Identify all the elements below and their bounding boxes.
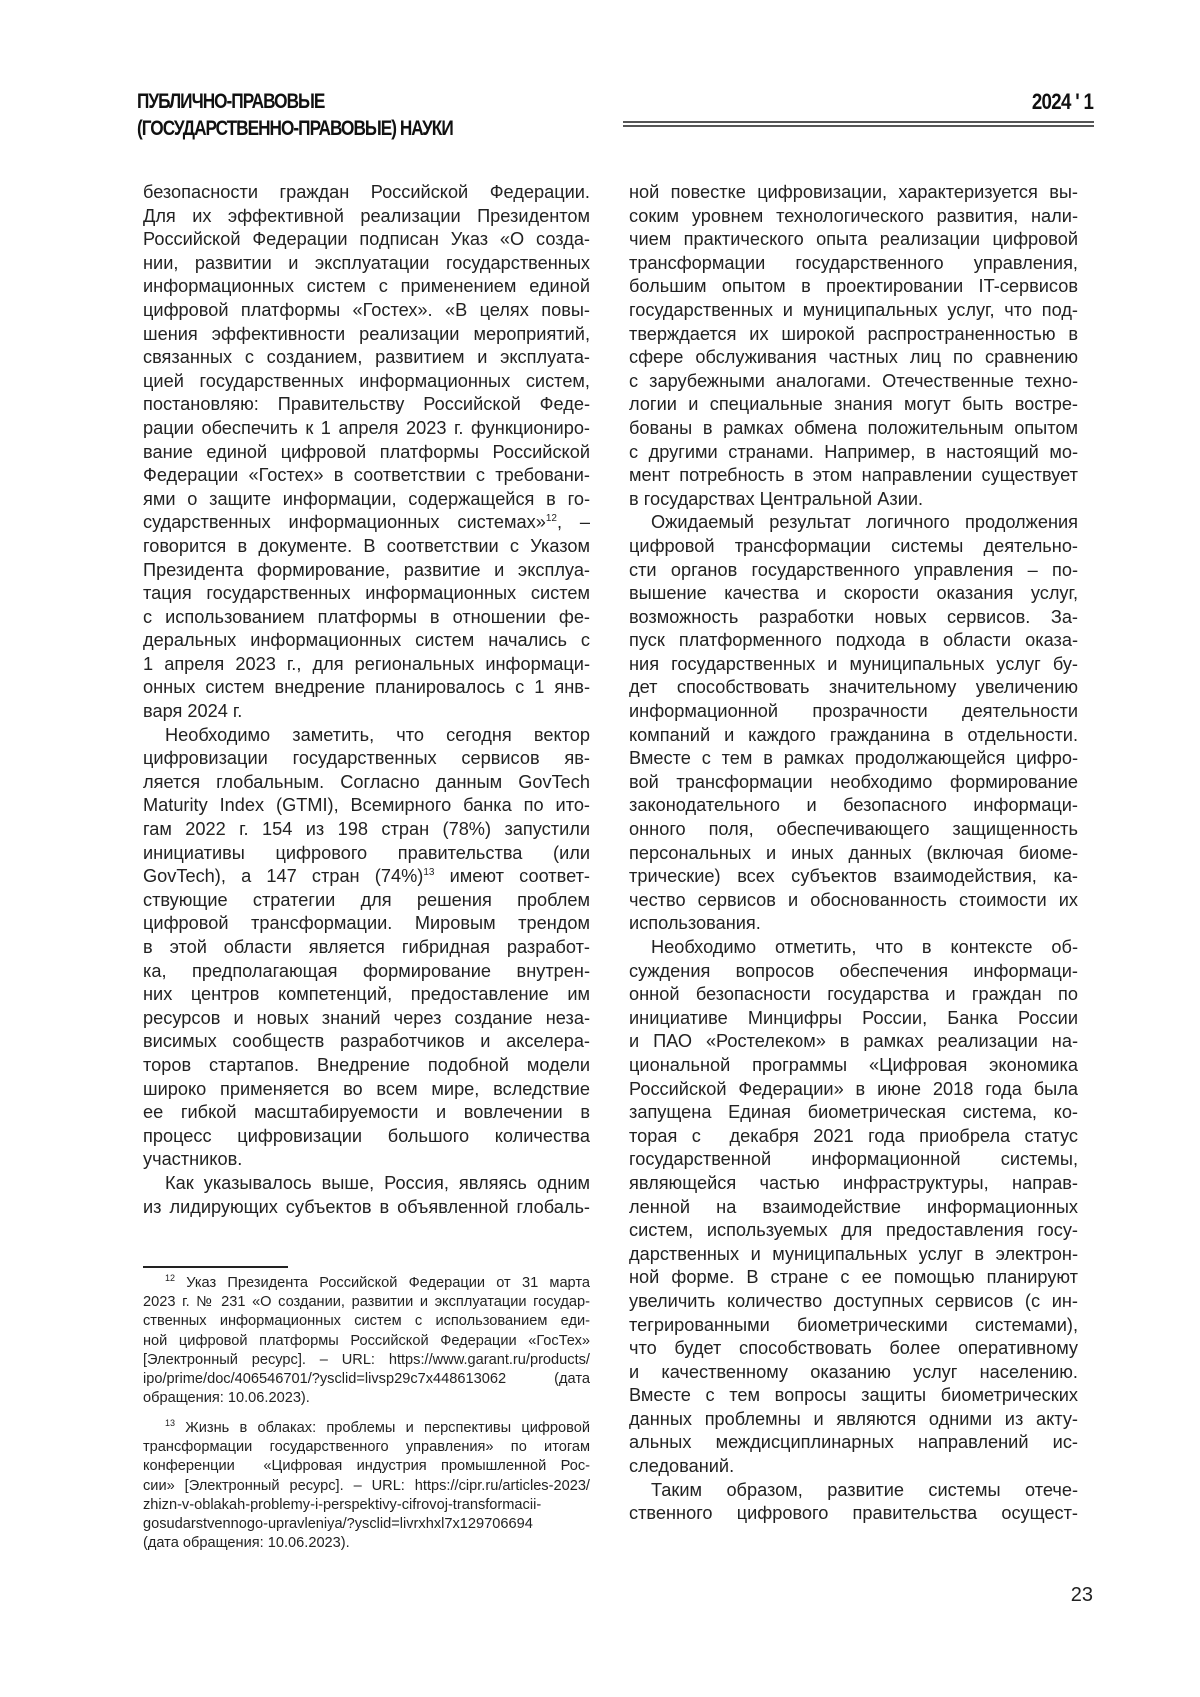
text-line: торая с декабря 2021 года приобрела статус [629, 1125, 1078, 1146]
text-line: Вместе с тем вопросы защиты биометрических [629, 1385, 1078, 1406]
text-line: увеличить количество доступных сервисов (с ин- [629, 1290, 1078, 1311]
text-line: Для их эффективной реализации Президентом [143, 205, 590, 226]
text-line: варя 2024 г. [143, 701, 243, 722]
text-line: участников. [143, 1149, 243, 1170]
text-line: вышение качества и скорости оказания услуг, [629, 583, 1078, 604]
footnote-line: zhizn-v-oblakah-problemy-i-perspektivy-cifrovoj-transformacii- [143, 1496, 542, 1513]
footnote-line: обращения: 10.06.2023). [143, 1390, 310, 1407]
text-line: логии и специальные знания могут быть востре- [629, 394, 1078, 415]
text-line: Российской Федерации подписан Указ «О созда- [143, 229, 590, 250]
text-line: с зарубежными аналогами. Отечественные техно- [629, 370, 1078, 391]
text-line: Как указывалось выше, Россия, являясь одним [165, 1172, 590, 1193]
text-line: связанных с созданием, развитием и эксплуата- [143, 347, 590, 368]
text-line: в этой области является гибридная разработ- [143, 937, 590, 957]
text-line: тация государственных информационных систем [143, 583, 590, 604]
text-line: Необходимо заметить, что сегодня вектор [165, 724, 590, 745]
text-line-with-footnote [143, 865, 590, 889]
text-fragment: , – [556, 512, 590, 533]
text-line: информационных систем с применением единой [143, 276, 590, 297]
footnote-line: ственных информационных систем с использованием еди- [143, 1313, 590, 1330]
text-line: сти органов государственного управления – по- [629, 559, 1078, 580]
text-line: цифровой трансформации. Мировым трендом [143, 913, 590, 934]
text-line: альных междисциплинарных направлений ис- [629, 1432, 1078, 1453]
text-line: ями о защите информации, содержащейся в го- [143, 488, 590, 509]
left-column [143, 181, 590, 1219]
text-line: шения эффективности реализации мероприятий, [143, 323, 590, 344]
footnote-line: [Электронный ресурс]. – URL: https://www.garant.ru/products/ [143, 1351, 590, 1368]
footnote-line: трансформации государственного управления» по итогам [143, 1439, 590, 1456]
text-line: инициативе Минцифры России, Банка России [629, 1007, 1078, 1028]
text-line: ния государственных и муниципальных услуг бу- [629, 653, 1078, 674]
text-line: являющейся частью инфраструктуры, направ- [629, 1172, 1078, 1193]
text-line: использования. [629, 913, 761, 934]
text-line: суждения вопросов обеспечения информаци- [629, 960, 1078, 981]
text-line: широко применяется во всем мире, вследствие [143, 1078, 590, 1099]
footnote-text: Жизнь в облаках: проблемы и перспективы цифровой [175, 1420, 590, 1436]
text-line: в государствах Центральной Азии. [629, 488, 924, 509]
text-line: персональных и иных данных (включая биоме- [629, 842, 1078, 863]
text-line: циональной программы «Цифровая экономика [629, 1054, 1078, 1075]
text-line: онного поля, обеспечивающего защищенность [629, 819, 1078, 840]
text-line: тегрированными биометрическими системами), [629, 1314, 1078, 1335]
header-rule-bottom [623, 125, 1094, 127]
footnote-line: конференции «Цифровая индустрия промышленной Рос- [143, 1458, 590, 1475]
footnote-line [143, 1274, 590, 1293]
text-line: тверждается их широкой распространенностью в [629, 323, 1078, 344]
text-line: и ПАО «Ростелеком» в рамках реализации на- [629, 1031, 1078, 1052]
text-line: цией государственных информационных систем, [143, 370, 590, 391]
text-line: ка, предполагающая формирование внутрен- [143, 960, 590, 981]
text-line: онной безопасности государства и граждан по [629, 984, 1078, 1005]
header-rule-top [623, 121, 1094, 123]
text-line: из лидирующих субъектов в объявленной глобаль- [143, 1196, 590, 1217]
text-line: цифровизации государственных сервисов яв- [143, 748, 590, 769]
text-line: процесс цифровизации большого количества [143, 1125, 590, 1146]
text-line: цифровой платформы «Гостех». «В целях повы- [143, 299, 590, 320]
footnote-line: ipo/prime/doc/406546701/?ysclid=livsp29c7x448613062 (дата [143, 1370, 590, 1387]
text-fragment: имеют соответ- [434, 866, 590, 887]
text-line: компаний и каждого гражданина в отдельности. [629, 724, 1078, 745]
text-line: Ожидаемый результат логичного продолжения [651, 512, 1078, 533]
text-line: и качественному оказанию услуг населению. [629, 1361, 1078, 1382]
footnote-ref-13[interactable]: 13 [423, 867, 435, 879]
text-line: постановляю: Правительству Российской Феде- [143, 394, 590, 415]
footnote-line: gosudarstvennogo-upravleniya/?ysclid=livrxhxl7x129706694 [143, 1515, 533, 1532]
text-line: систем, используемых для предоставления госу- [629, 1220, 1078, 1241]
text-line: трансформации государственного управления, [629, 252, 1078, 273]
text-line: следований. [629, 1456, 735, 1477]
text-line: чество сервисов и обоснованность стоимости их [629, 889, 1078, 910]
text-fragment: GovTech), а 147 стран (74%) [143, 866, 424, 887]
text-line: Вместе с тем в рамках продолжающейся цифро- [629, 748, 1078, 769]
journal-section-title [137, 88, 453, 142]
journal-section-title-line1: ПУБЛИЧНО-ПРАВОВЫЕ [137, 90, 325, 113]
text-line: висимых сообществ разработчиков и акселера- [143, 1031, 590, 1052]
text-line: пуск платформенного подхода в области оказа- [629, 630, 1078, 651]
text-line: Президента формирование, развитие и эксплуа- [143, 559, 590, 580]
text-line: вание единой цифровой платформы Российской [143, 441, 590, 462]
text-line: ресурсов и новых знаний через создание неза- [143, 1007, 590, 1028]
footnote-line: (дата обращения: 10.06.2023). [143, 1535, 350, 1552]
footnote-ref-12[interactable]: 12 [545, 513, 557, 525]
text-line: рации обеспечить к 1 апреля 2023 г. функциониро- [143, 417, 590, 438]
text-line: ляется глобальным. Согласно данным GovTech [143, 771, 590, 792]
text-line: трические) всех субъектов взаимодействия, ка- [629, 866, 1078, 887]
journal-section-title-line2: (ГОСУДАРСТВЕННО-ПРАВОВЫЕ) НАУКИ [137, 117, 453, 140]
text-line: данных проблемны и являются одними из акту- [629, 1408, 1078, 1429]
text-line: государственной информационной системы, [629, 1149, 1078, 1170]
text-line: государственных и муниципальных услуг, что под- [629, 299, 1078, 320]
text-line: Таким образом, развитие системы отече- [651, 1479, 1078, 1500]
footnote-text: Указ Президента Российской Федерации от 31 марта [175, 1275, 590, 1291]
footnote-number: 13 [165, 1418, 176, 1428]
text-line: безопасности граждан Российской Федерации. [143, 182, 590, 202]
text-line: 1 апреля 2023 г., для региональных информаци- [143, 653, 590, 674]
text-line: чием практического опыта реализации цифровой [629, 229, 1078, 250]
text-line: ее гибкой масштабируемости и вовлечении в [143, 1102, 590, 1123]
text-line: мент потребность в этом направлении существует [629, 465, 1078, 486]
issue-number: 2024 ' 1 [1031, 89, 1093, 114]
text-line: что будет способствовать более оперативному [629, 1338, 1078, 1359]
text-line: с использованием платформы в отношении фе- [143, 606, 590, 627]
footnote-line: сии» [Электронный ресурс]. – URL: https://cipr.ru/articles-2023/ [143, 1477, 590, 1494]
text-line: ственного цифрового правительства осущест- [629, 1503, 1078, 1524]
text-line: ной форме. В стране с ее помощью планируют [629, 1267, 1078, 1288]
text-line: бованы в рамках обмена положительным опытом [629, 417, 1078, 438]
footnote-number: 12 [165, 1273, 176, 1283]
text-line: вой трансформации необходимо формирование [629, 771, 1078, 792]
text-line: запущена Единая биометрическая система, ко- [629, 1102, 1078, 1123]
footnote-line: 2023 г. № 231 «О создании, развитии и эксплуатации государ- [143, 1294, 590, 1311]
text-line-with-footnote [143, 511, 590, 535]
text-line: деральных информационных систем начались с [143, 630, 590, 651]
footnote-line: ной цифровой платформы Российской Федерации «ГосТех» [143, 1332, 590, 1349]
text-line: ной повестке цифровизации, характеризуется вы- [629, 182, 1078, 202]
text-line: возможность разработки новых сервисов. За- [629, 606, 1078, 627]
text-line: сфере обслуживания частных лиц по сравнению [629, 347, 1078, 368]
text-line: Федерации «Гостех» в соответствии с требовани- [143, 465, 590, 486]
text-line: Maturity Index (GTMI), Всемирного банка по ито- [143, 795, 590, 816]
text-line: дет способствовать значительному увеличению [629, 677, 1078, 698]
text-line: Необходимо отметить, что в контексте об- [651, 937, 1078, 957]
text-line: онных систем внедрение планировалось с 1 янв- [143, 677, 590, 698]
page-number: 23 [1070, 1584, 1093, 1606]
footnote-line [143, 1419, 590, 1438]
right-column [629, 181, 1078, 1526]
text-line: законодательного и безопасного информаци- [629, 795, 1078, 816]
footnote-12 [143, 1274, 590, 1408]
text-line: с другими странами. Например, в настоящий мо- [629, 441, 1078, 462]
text-line: них центров компетенций, предоставление им [143, 984, 590, 1005]
text-line: нии, развитии и эксплуатации государственных [143, 252, 590, 273]
text-line: гам 2022 г. 154 из 198 стран (78%) запустили [143, 819, 590, 840]
text-line: Российской Федерации» в июне 2018 года была [629, 1078, 1078, 1099]
text-line: соким уровнем технологического развития, нали- [629, 205, 1078, 226]
text-line: информационной прозрачности деятельности [629, 701, 1078, 722]
text-line: дарственных и муниципальных услуг в электрон- [629, 1243, 1078, 1264]
text-line: торов стартапов. Внедрение подобной модели [143, 1054, 590, 1075]
text-line: говорится в документе. В соответствии с Указом [143, 535, 590, 556]
text-line: ствующие стратегии для решения проблем [143, 889, 590, 910]
footnote-13 [143, 1419, 590, 1553]
text-line: большим опытом в проектировании IT-сервисов [629, 276, 1078, 297]
text-line: ленной на взаимодействие информационных [629, 1196, 1078, 1217]
text-line: цифровой трансформации системы деятельно- [629, 535, 1078, 556]
text-line: инициативы цифрового правительства (или [143, 842, 590, 863]
text-fragment: сударственных информационных системах» [143, 512, 546, 533]
footnote-separator [143, 1266, 288, 1268]
